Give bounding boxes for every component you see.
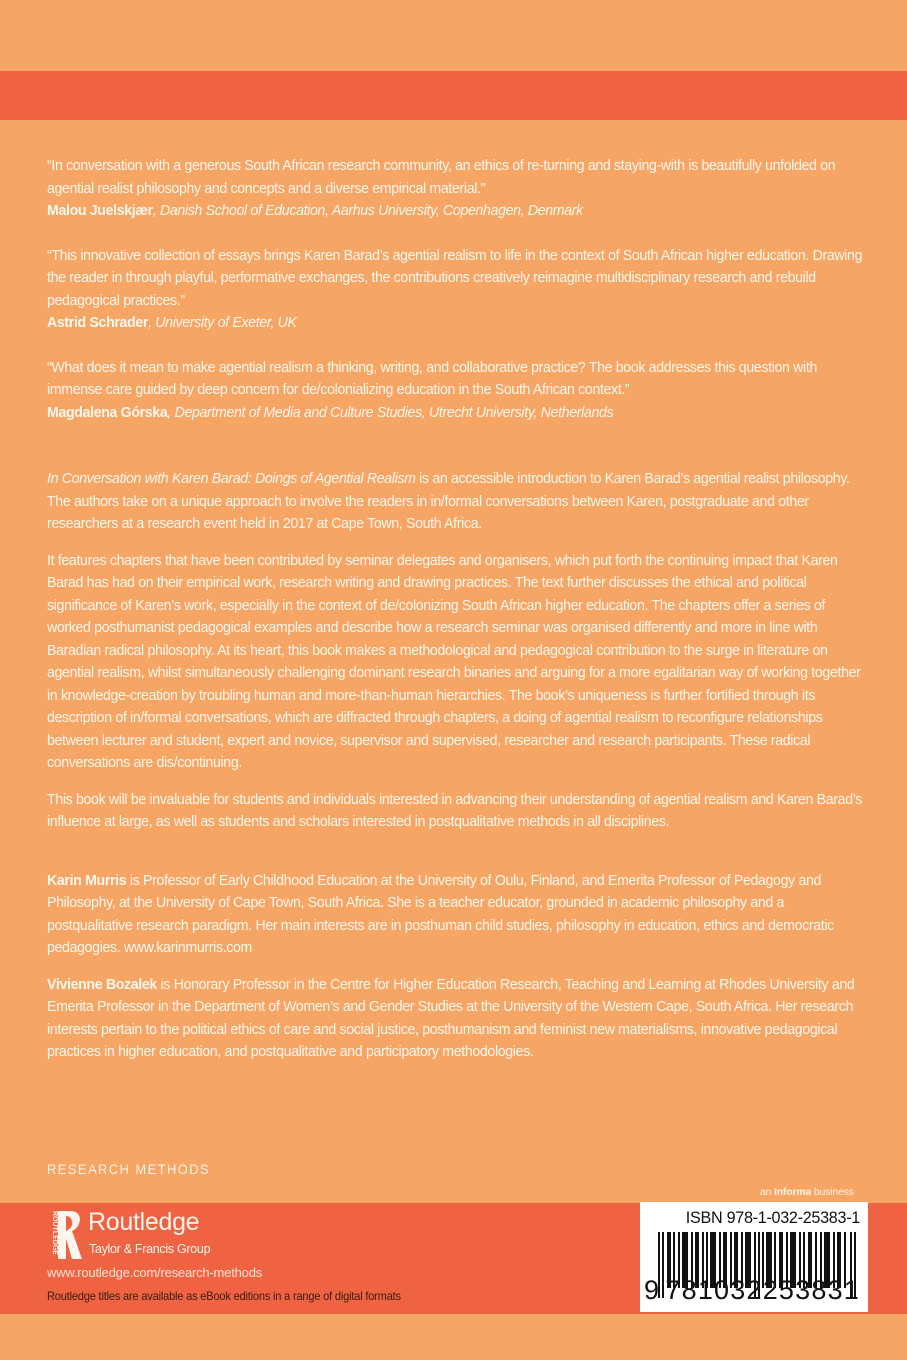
endorser-name: Magdalena Górska (47, 403, 168, 421)
isbn-barcode (640, 1202, 868, 1312)
endorsement-1 (47, 155, 865, 223)
informa-tagline: an Informa business (760, 1186, 854, 1198)
svg-text:ROUTLEDGE: ROUTLEDGE (51, 1211, 58, 1255)
endorser-name: Astrid Schrader (47, 314, 149, 331)
top-color-band (0, 71, 907, 120)
book-title: In Conversation with Karen Barad: Doings of Agential Realism (47, 470, 416, 487)
back-cover-text (47, 155, 865, 1078)
routledge-r-logo-icon (44, 1209, 84, 1261)
author-name: Karin Murris (47, 871, 127, 889)
author-name: Vivienne Bozalek (47, 975, 157, 993)
endorsement-text: “This innovative collection of essays brings Karen Barad’s agential realism to life in the context of South African higher education. Drawing the reader in through playful, performative exchanges, the contributions creatively reimagine multidisciplinary research and rebuild pedagogical practices.” (47, 246, 863, 309)
ebook-availability-note: Routledge titles are available as eBook editions in a range of digital formats (47, 1289, 401, 1303)
description-paragraph-2: It features chapters that have been contributed by seminar delegates and organisers, which put forth the continuing impact that Karen Barad has had on their empirical work, research writing and drawing practices. The text further discusses the ethical and political significance of Karen’s work, especially in the context of de/colonizing South African higher education. The chapters offer a series of worked posthumanist pedagogical examples and describe how a research seminar was organised differently and more in line with Baradian radical philosophy. At its heart, this book makes a methodological and pedagogical contribution to the surge in literature on agential realism, whilst simultaneously challenging dominant research binaries and arguing for a more egalitarian way of working together in knowledge-creation by troubling human and more-than-human hierarchies. The book’s uniqueness is further fortified through its description of in/formal conversations, which are diffracted through chapters, a doing of agential realism to reconfigure relationships between lecturer and student, expert and novice, supervisor and supervised, researcher and research participants. These radical conversations are dis/continuing. (47, 551, 861, 771)
endorsement-attribution (47, 200, 865, 223)
endorser-affiliation: , Department of Media and Culture Studies, Utrecht University, Netherlands (167, 403, 614, 421)
endorsement-attribution (47, 312, 865, 335)
description-paragraph-3: This book will be invaluable for students and individuals interested in advancing their understanding of agential realism and Karen Barad’s influence at large, as well as students and scholars interested in postqualitative methods in all disciplines. (47, 790, 863, 830)
endorsement-2 (47, 245, 865, 335)
author-bio-text: is Professor of Early Childhood Education at the University of Oulu, Finland, and Emerita Professor of Pedagogy and Philosophy, at the University of Cape Town, South Africa. She is a teacher educator, grounded in academic philosophy and a postqualitative research paradigm. Her main interests are in posthuman child studies, philosophy in education, ethics and democratic pedagogies. www.karinmurris.com (47, 871, 834, 956)
endorser-affiliation: , University of Exeter, UK (148, 314, 297, 331)
endorsement-text: “What does it mean to make agential realism a thinking, writing, and collaborative practice? The book addresses this question with immense care guided by deep concern for de/colonializing education in the South African context.” (47, 358, 818, 398)
endorser-affiliation: , Danish School of Education, Aarhus University, Copenhagen, Denmark (152, 202, 583, 219)
publisher-url-link[interactable]: www.routledge.com/research-methods (47, 1265, 263, 1280)
author-bio-1 (47, 870, 865, 960)
author-bio-text: is Honorary Professor in the Centre for Higher Education Research, Teaching and Learning at Rhodes University and Emerita Professor in the Department of Women’s and Gender Studies at the University of the Western Cape, South Africa. Her research interests pertain to the political ethics of care and social justice, posthumanism and feminist new materialisms, innovative pedagogical practices in higher education, and postqualitative and participatory methodologies. (47, 975, 855, 1060)
description-paragraph-1: In Conversation with Karen Barad: Doings of Agential Realism is an accessible introduction to Karen Barad’s agential realist philosophy. The authors take on a unique approach to involve the readers in in/formal conversations between Karen, postgraduate and other researchers at a research event held in 2017 at Cape Town, South Africa. (47, 470, 850, 532)
publisher-group: Taylor & Francis Group (89, 1242, 211, 1256)
isbn-label: ISBN 978-1-032-25383-1 (685, 1208, 860, 1227)
series-label: RESEARCH METHODS (47, 1161, 211, 1177)
endorsement-attribution (47, 402, 865, 425)
publisher-name: Routledge (88, 1208, 200, 1236)
endorser-name: Malou Juelskjær (47, 202, 153, 219)
endorsement-3 (47, 357, 865, 425)
author-bio-2 (47, 974, 865, 1064)
endorsement-text: “In conversation with a generous South African research community, an ethics of re-turning and staying-with is beautifully unfolded on agential realist philosophy and concepts and a diverse empirical material.” (47, 157, 836, 197)
barcode-digits: 9 781032 253831 (644, 1275, 860, 1305)
